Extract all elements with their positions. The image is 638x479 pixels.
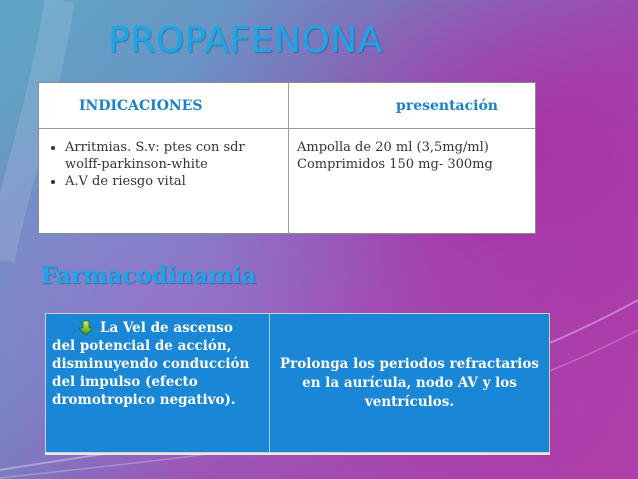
- mechanism-text: del potencial de acción, disminuyendo conducción del impulso (efecto dromotropico negativo).: [52, 338, 250, 408]
- presentacion-cell: [289, 129, 535, 234]
- page-title: PROPAFENONA: [108, 20, 383, 61]
- mechanism-first-text: La Vel de ascenso: [100, 320, 233, 336]
- table-row: [39, 129, 535, 234]
- down-arrow-icon: [78, 320, 94, 336]
- table-header-row: [39, 83, 535, 129]
- list-item: • Arritmias. S.v: ptes con sdr wolff-parkinson-white: [65, 139, 282, 173]
- indicaciones-cell: [39, 129, 289, 234]
- effect-cell: [270, 314, 549, 452]
- mechanism-first-line: [52, 319, 263, 337]
- section-heading: Farmacodinamia: [41, 262, 257, 289]
- effect-text: Prolonga los periodos refractarios en la aurícula, nodo AV y los ventrículos.: [280, 355, 539, 410]
- presentacion-line: Ampolla de 20 ml (3,5mg/ml): [297, 140, 489, 155]
- mechanism-cell: [46, 314, 270, 452]
- farmacodinamia-table: [45, 313, 550, 453]
- list-item: • A.V de riesgo vital: [65, 173, 282, 190]
- presentacion-line: Comprimidos 150 mg- 300mg: [297, 157, 493, 172]
- header-presentacion: presentación: [396, 97, 498, 114]
- indicaciones-table: [38, 82, 536, 234]
- header-indicaciones: INDICACIONES: [39, 83, 289, 128]
- indicaciones-list: [45, 139, 282, 190]
